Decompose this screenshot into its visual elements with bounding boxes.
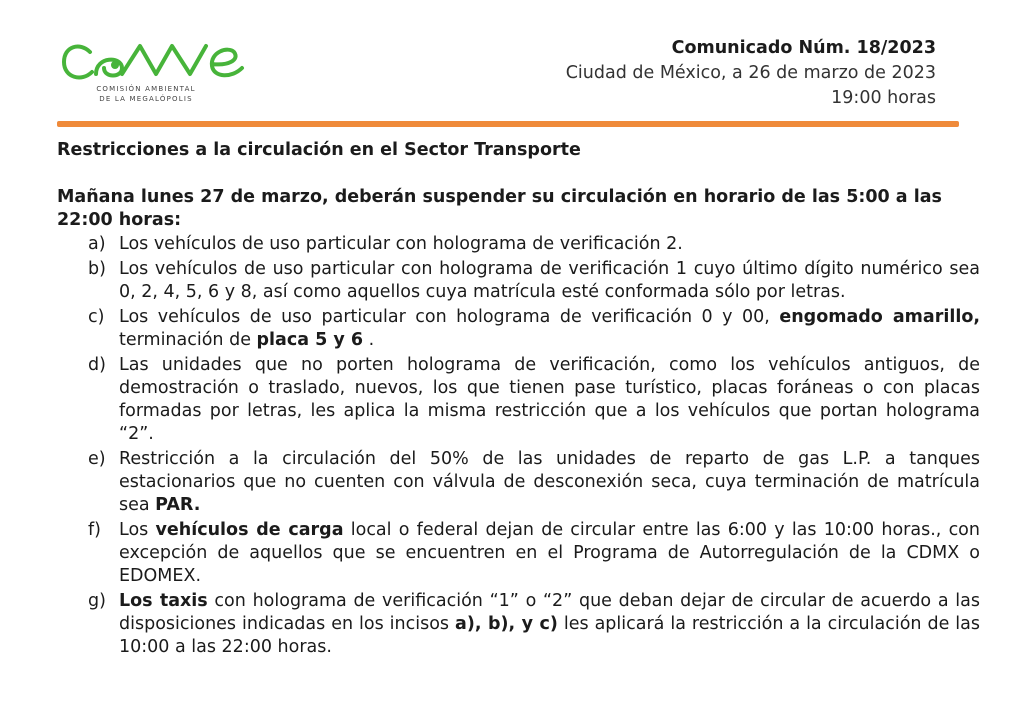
list-item-text: Los vehículos de carga local o federal dejan de circular entre las 6:00 y las 10:00 horas., con excepción de aquellos que se encuentren en el Programa de Autorregulación de la CDMX o EDOMEX. [119,520,980,586]
section-title: Restricciones a la circulación en el Sector Transporte [57,140,581,160]
came-wordmark-logo [60,38,250,84]
list-item [88,258,980,304]
list-item-letter: d) [88,355,106,375]
list-item-letter: b) [88,259,106,279]
list-item-letter: a) [88,234,106,254]
list-item-text: Los taxis con holograma de verificación “1” o “2” que deban dejar de circular de acuerdo a las disposiciones indicadas en los incisos a), b), y c) les aplicará la restricción a la circulación de las 10:00 a las 22:00 horas. [119,591,981,657]
list-item-text: Restricción a la circulación del 50% de las unidades de reparto de gas L.P. a tanques estacionarios que no cuenten con válvula de desconexión seca, cuya terminación de matrícula sea PAR. [119,449,980,515]
list-item-letter: e) [88,449,106,469]
list-item-text: Los vehículos de uso particular con holograma de verificación 2. [119,234,683,254]
list-item-text: Las unidades que no porten holograma de verificación, como los vehículos antiguos, de demostración o traslado, nuevos, los que tienen pase turístico, placas foráneas o con placas formadas por letras, les aplica la misma restricción que a los vehículos que portan holograma “2”. [119,355,980,444]
list-item-letter: g) [88,591,106,611]
list-item [88,519,980,588]
list-item-letter: c) [88,307,105,327]
place-date: Ciudad de México, a 26 de marzo de 2023 [565,63,936,83]
communique-number: Comunicado Núm. 18/2023 [671,38,936,58]
time: 19:00 horas [831,88,936,108]
list-item [88,233,980,256]
orange-divider [57,121,959,127]
list-item [88,306,980,352]
list-item-text: Los vehículos de uso particular con holograma de verificación 1 cuyo último dígito numérico sea 0, 2, 4, 5, 6 y 8, así como aquellos cuya matrícula esté conformada sólo por letras. [119,259,980,302]
logo-line-2: DE LA MEGALÓPOLIS [99,95,193,103]
list-item [88,448,980,517]
list-item-letter: f) [88,520,101,540]
came-logo [60,38,260,108]
list-item-text: Los vehículos de uso particular con holograma de verificación 0 y 00, engomado amarillo, terminación de placa 5 y 6 . [119,307,980,350]
list-item [88,590,980,659]
restriction-list [88,233,980,661]
logo-line-1: COMISIÓN AMBIENTAL [96,85,196,93]
list-item [88,354,980,446]
header-info [566,36,936,111]
lead-paragraph: Mañana lunes 27 de marzo, deberán suspender su circulación en horario de las 5:00 a las 22:00 horas: [57,187,942,230]
